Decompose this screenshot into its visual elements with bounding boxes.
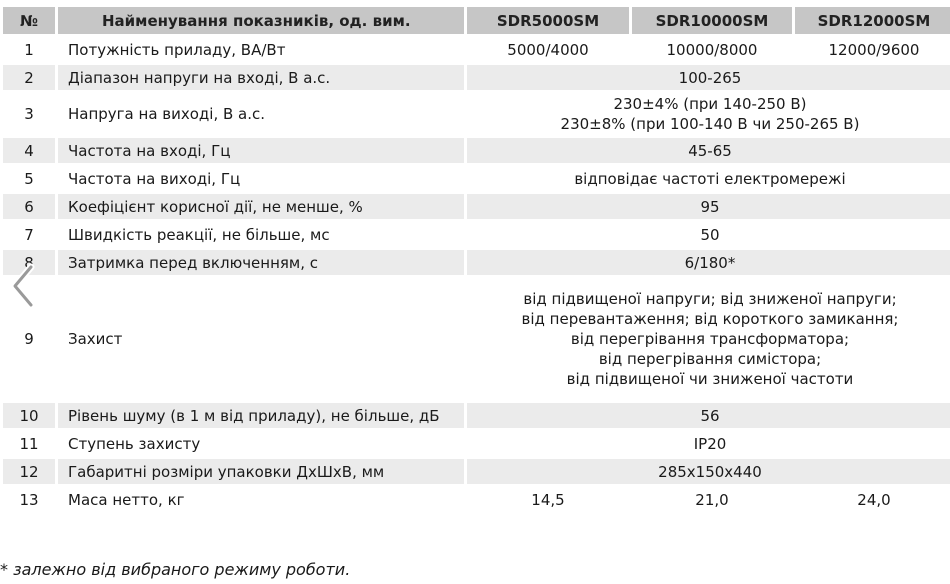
- table-row: [3, 431, 950, 456]
- table-row: [3, 222, 950, 247]
- row-value-line: від перегрівання симістора;: [598, 350, 822, 368]
- row-value: IP20: [467, 431, 950, 456]
- row-value-line: 230±4% (при 140-250 В): [613, 95, 807, 113]
- row-value: 12000/9600: [795, 37, 950, 62]
- row-label: Напруга на виході, В а.с.: [58, 93, 464, 135]
- row-label: Частота на вході, Гц: [58, 138, 464, 163]
- header-model-sdr10000sm: SDR10000SM: [632, 7, 792, 34]
- row-number: 2: [3, 65, 55, 90]
- row-number: 10: [3, 403, 55, 428]
- row-value: 45-65: [467, 138, 950, 163]
- table-row: [3, 194, 950, 219]
- table-row: [3, 37, 950, 62]
- row-value: 10000/8000: [632, 37, 792, 62]
- row-number: 4: [3, 138, 55, 163]
- row-label: Потужність приладу, ВА/Вт: [58, 37, 464, 62]
- row-value: 5000/4000: [467, 37, 629, 62]
- row-number: 3: [3, 93, 55, 135]
- row-label: Маса нетто, кг: [58, 487, 464, 512]
- table-row: [3, 65, 950, 90]
- row-label: Діапазон напруги на вході, В а.с.: [58, 65, 464, 90]
- row-number: 7: [3, 222, 55, 247]
- table-row: [3, 93, 950, 135]
- row-number: 11: [3, 431, 55, 456]
- row-value: 50: [467, 222, 950, 247]
- row-value: 6/180*: [467, 250, 950, 275]
- row-label: Захист: [58, 278, 464, 400]
- row-number: 8: [3, 250, 55, 275]
- header-model-sdr12000sm: SDR12000SM: [795, 7, 950, 34]
- table-header-row: [3, 7, 950, 34]
- row-label: Коефіцієнт корисної дії, не менше, %: [58, 194, 464, 219]
- table-row: [3, 166, 950, 191]
- row-label: Ступень захисту: [58, 431, 464, 456]
- row-value: 100-265: [467, 65, 950, 90]
- row-value-line: від перегрівання трансформатора;: [570, 330, 850, 348]
- header-model-sdr5000sm: SDR5000SM: [467, 7, 629, 34]
- table-row: [3, 403, 950, 428]
- row-value: відповідає частоті електромережі: [467, 166, 950, 191]
- header-parameter-name: Найменування показників, од. вим.: [58, 7, 464, 34]
- row-number: 1: [3, 37, 55, 62]
- chevron-left-icon: [9, 263, 39, 309]
- row-label: Частота на виході, Гц: [58, 166, 464, 191]
- row-value: 21,0: [632, 487, 792, 512]
- row-label: Габаритні розміри упаковки ДхШхВ, мм: [58, 459, 464, 484]
- row-label: Затримка перед включенням, с: [58, 250, 464, 275]
- row-value: [467, 93, 950, 135]
- row-number: 12: [3, 459, 55, 484]
- row-number: 13: [3, 487, 55, 512]
- table-row: [3, 487, 950, 512]
- row-value: 14,5: [467, 487, 629, 512]
- specifications-table: [0, 4, 950, 515]
- footnote: * залежно від вибраного режиму роботи.: [0, 560, 351, 579]
- row-value-line: від підвищеної напруги; від зниженої напруги;: [523, 290, 897, 308]
- table-row: [3, 138, 950, 163]
- row-number: 9: [3, 278, 55, 400]
- row-value: 95: [467, 194, 950, 219]
- row-number: 6: [3, 194, 55, 219]
- row-value-line: 230±8% (при 100-140 В чи 250-265 В): [560, 115, 860, 133]
- table-row: [3, 250, 950, 275]
- row-value: 285x150x440: [467, 459, 950, 484]
- row-value: 56: [467, 403, 950, 428]
- row-value: [467, 278, 950, 400]
- row-value-line: від перевантаження; від короткого замикання;: [521, 310, 899, 328]
- row-value: 24,0: [795, 487, 950, 512]
- row-label: Рівень шуму (в 1 м від приладу), не більше, дБ: [58, 403, 464, 428]
- row-label: Швидкість реакції, не більше, мс: [58, 222, 464, 247]
- table-row: [3, 459, 950, 484]
- header-number: №: [3, 7, 55, 34]
- previous-slide-button[interactable]: [4, 258, 44, 314]
- row-number: 5: [3, 166, 55, 191]
- row-value-line: від підвищеної чи зниженої частоти: [566, 370, 854, 388]
- table-row: [3, 278, 950, 400]
